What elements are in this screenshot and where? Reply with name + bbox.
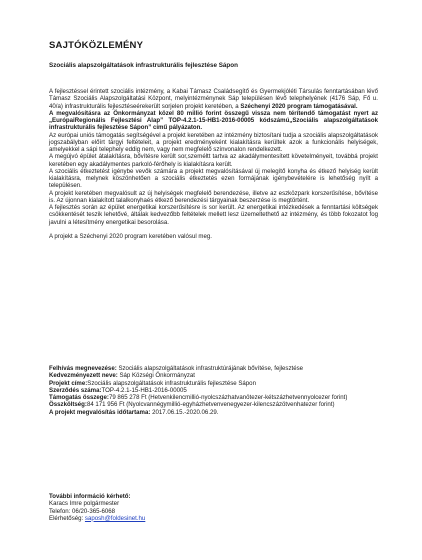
paragraph-1: A fejlesztéssel érintett szociális intézmény, a Kabai Támasz Családsegítő és Gyermekjóléti Társulás fenntartásában lévő Támasz Szociális Alapszolgáltatási Központ, melyintézménynek Sáp településen lévő telephelyének (4176 Sáp, Fő u. 40/a) infrastrukturális fejlesztéseérekerült sorjelen projekt keretében, a Széchenyi 2020 program támogatásával. [49,88,378,110]
document-subtitle: Szociális alapszolgáltatások infrastrukturális fejlesztése Sápon [49,62,238,69]
paragraph-3: Az európai uniós támogatás segítségével a projekt keretében az intézmény biztosítani tudja a szociális alapszolgáltatások jogszabályban előírt tárgyi feltételeit, a projekt eredményeként kialakításra kerültek azok a funkcionális helyiségek, amelyekkel a sápi telephely eddig nem, vagy nem megfelelő színvonalon rendelkezett. [49,131,378,153]
project-info [49,365,378,416]
paragraph-4: A megújvó épület átalakításra, bővítésre került sor,személtt tartva az akadálymentesített követelményeit, továbbá projekt keretében egy akadálymentes parkoló-férőhely is kialakításra került. [49,153,378,168]
paragraph-6: A projekt keretében megvalósult az új helyiségek megfelelő berendezése, illetve az eszközpark korszerűsítése, bővítése is. Az újonnan kialakított talalkonyhaés étkező berendezési tárgyainak beszerzése is megtörtént. [49,189,378,204]
contact-email-line: Elérhetőség: saposh@foldesinet.hu [49,514,146,522]
paragraph-8: A projekt a Széchenyi 2020 program keretében valósul meg. [49,232,212,240]
body-text [49,88,378,240]
info-total-cost: Összköltség:84 171 956 Ft (Nyolcvannégymillió-egyházhetvenvenegyezer-kilencszázötvenhatezer forint) [49,401,335,409]
paragraph-7: A fejlesztés során az épület energetikai korszerűsítésre is sor került. Az energetikai intézkedések a fenntartási költségek csökkentését teszik lehetővé, áltálak kedvezőbb feltételek mellett lesz üzemeltethető az intézmény, és több fokozatot fog javulni a létesítmény energetikai besorolása. [49,204,378,226]
email-link[interactable]: saposh@foldesinet.hu [84,514,146,522]
contact-block [49,493,378,522]
info-call-name: Felhívás megnevezése: Szociális alapszolgáltatások infrastruktúrájának bővítése, fejlesztése [49,365,304,372]
contact-heading: További információ kérhető: [49,493,131,500]
info-grant-amount: Támogatás összege:79 865 278 Ft (Hetvenkilencmillió-nyolcszázhatvanötezer-kétszázhetvennyolcezer forint) [49,394,348,401]
info-duration: A projekt megvalósítás időtartama: 2017.06.15.-2020.06.29. [49,408,219,416]
contact-phone: Telefon: 06/20-365-6068 [49,507,116,515]
info-contract-number: Szerződés száma:TOP-4.2.1-15-HB1-2016-00005 [49,386,187,394]
info-beneficiary: Kedvezményezett neve: Sáp Községi Önkormányzat [49,372,195,380]
paragraph-2: A megvalósításra az Önkormányzat közel 80 millió forint összegű vissza nem térítendő támogatást nyert az „EurópaiRegionális Fejlesztési Alap” TOP-4.2.1-15-HB1-2016-00005 kódszámú„Szociális alapszolgáltatások infrastrukturális fejlesztése Sápon” című pályázaton. [49,109,378,132]
info-project-title: Projekt címe:Szociális alapszolgáltatások infrastrukturális fejlesztése Sápon [49,379,256,387]
contact-name: Karacs Imre polgármester [49,500,120,508]
document-title: SAJTÓKÖZLEMÉNY [49,40,144,51]
paragraph-5: A szociális étkeztetést igénybe vevők számára a projekt megvalósításával új melegítő konyha és étkező helyiség került kialakításra, melynek köszönhetően a szociális étkeztetés ezen formájának igénybevételére is lehetőség nyílt a településen. [49,167,378,190]
